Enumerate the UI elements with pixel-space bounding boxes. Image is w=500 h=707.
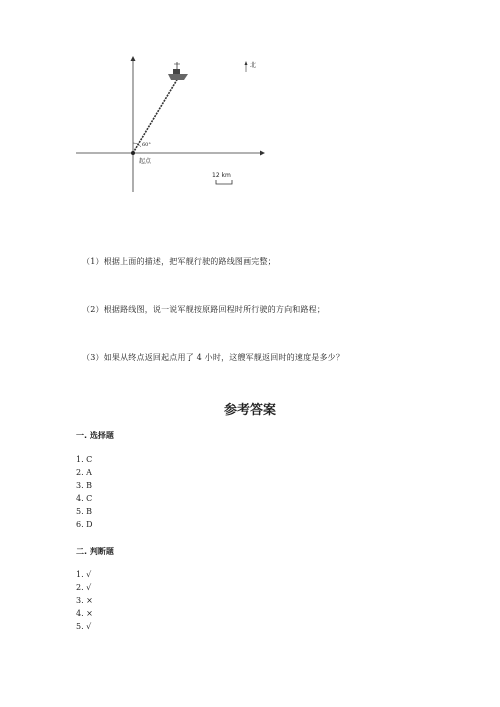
list-item: 3. × [76,596,93,605]
start-label: 起点 [139,158,152,165]
question-3: （3）如果从终点返回起点用了 4 小时，这艘军舰返回时的速度是多少？ [82,353,345,362]
list-item: 6. D [76,520,93,529]
route-line [133,78,178,153]
north-label: 北 [250,62,257,69]
angle-label: 60° [142,142,151,148]
question-1: （1）根据上面的描述，把军舰行驶的路线图画完整； [82,257,276,266]
list-item: 5. B [76,507,93,516]
list-item: 1. √ [76,570,92,579]
list-item: 4. C [76,494,93,503]
list-item: 2. A [76,468,92,477]
compass-arrow [245,61,248,65]
ship-icon [168,62,188,80]
list-item: 2. √ [76,583,92,592]
question-2: （2）根据路线图，说一说军舰按原路回程时所行驶的方向和路程； [82,305,326,314]
section-heading-choice: 一. 选择题 [76,431,114,440]
judge-answer-list [76,568,93,633]
choice-answer-list [76,453,93,531]
east-arrow [260,151,265,156]
list-item: 3. B [76,481,93,490]
answers-title: 参考答案 [223,403,276,418]
list-item: 1. C [76,455,93,464]
north-arrow [131,56,136,61]
start-point [131,151,135,155]
scale-bar [216,180,232,184]
section-heading-judge: 二. 判断题 [76,547,114,556]
scale-label: 12 km [212,172,231,179]
route-diagram [70,52,270,202]
list-item: 5. √ [76,622,92,631]
list-item: 4. × [76,609,93,618]
